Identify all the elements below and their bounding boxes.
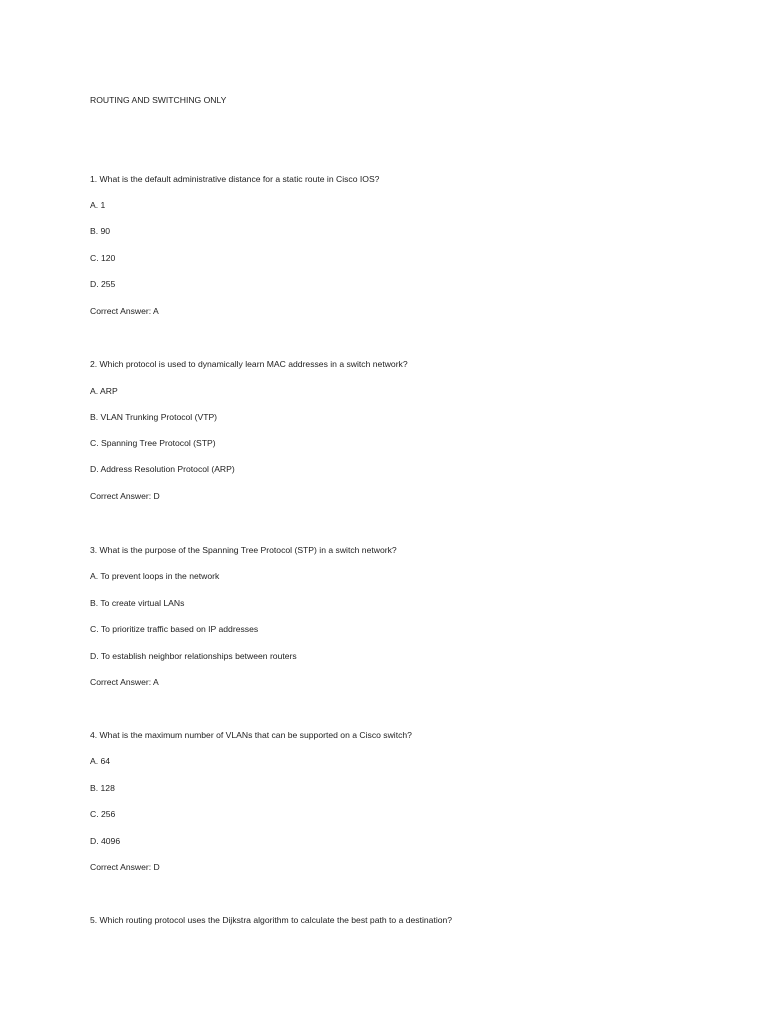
question-3-option-d: D. To establish neighbor relationships between routers (90, 651, 297, 661)
question-3-option-a: A. To prevent loops in the network (90, 571, 220, 581)
question-1-answer: Correct Answer: A (90, 306, 159, 316)
question-4-option-c: C. 256 (90, 809, 116, 819)
question-3-answer: Correct Answer: A (90, 677, 159, 687)
question-2-text: 2. Which protocol is used to dynamically learn MAC addresses in a switch network? (90, 359, 408, 369)
question-3-text: 3. What is the purpose of the Spanning Tree Protocol (STP) in a switch network? (90, 545, 397, 555)
question-3-option-b: B. To create virtual LANs (90, 598, 185, 608)
question-2-option-a: A. ARP (90, 386, 118, 396)
question-4-option-a: A. 64 (90, 756, 111, 766)
question-1-option-d: D. 255 (90, 279, 116, 289)
question-2-option-b: B. VLAN Trunking Protocol (VTP) (90, 412, 218, 422)
question-4-text: 4. What is the maximum number of VLANs that can be supported on a Cisco switch? (90, 730, 412, 740)
document-title: ROUTING AND SWITCHING ONLY (90, 95, 227, 105)
question-5-text: 5. Which routing protocol uses the Dijkstra algorithm to calculate the best path to a destination? (90, 915, 453, 925)
question-2-answer: Correct Answer: D (90, 491, 160, 501)
question-3-option-c: C. To prioritize traffic based on IP addresses (90, 624, 259, 634)
question-1-option-b: B. 90 (90, 226, 111, 236)
question-1-text: 1. What is the default administrative distance for a static route in Cisco IOS? (90, 174, 380, 184)
question-4-option-b: B. 128 (90, 783, 115, 793)
question-4-option-d: D. 4096 (90, 836, 121, 846)
question-4-answer: Correct Answer: D (90, 862, 160, 872)
question-1-option-c: C. 120 (90, 253, 116, 263)
question-1-option-a: A. 1 (90, 200, 106, 210)
question-2-option-d: D. Address Resolution Protocol (ARP) (90, 464, 235, 474)
question-2-option-c: C. Spanning Tree Protocol (STP) (90, 438, 216, 448)
